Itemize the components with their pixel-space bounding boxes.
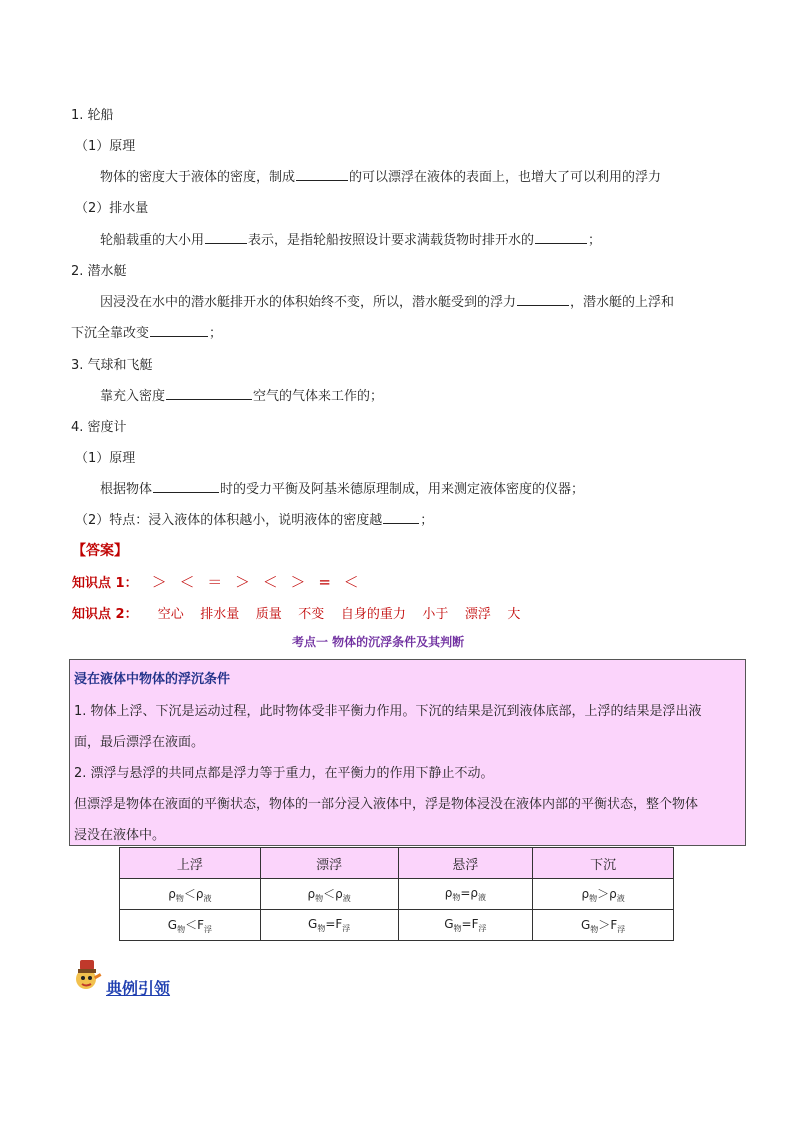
answer-heading: 【答案】 [72, 543, 128, 559]
float-sink-conditions-box [69, 659, 746, 846]
section-1-sub1-text: 物体的密度大于液体的密度，制成 的可以漂浮在液体的表面上，也增大了可以利用的浮力 [100, 166, 661, 185]
section-2-title: 2. 潜水艇 [71, 264, 127, 279]
box-line-4: 但漂浮是物体在液面的平衡状态，物体的一部分浸入液体中，浮是物体浸没在液体内部的平衡状态，整个物体 [74, 797, 699, 812]
answer-k2: 知识点 2： 空心 排水量 质量 不变 自身的重力 小于 漂浮 大 [72, 607, 521, 622]
table-cell: $\rho_物<\rho_液$ [260, 879, 398, 910]
answer-blank [166, 385, 252, 400]
table-cell: $G_物=F_浮$ [260, 910, 398, 941]
box-line-5: 浸没在液体中。 [74, 828, 166, 843]
table-header-row [120, 848, 674, 879]
section-3-title: 3. 气球和飞艇 [71, 358, 153, 373]
table-cell: $\rho_物>\rho_液$ [533, 879, 674, 910]
section-1-sub2-text: 轮船载重的大小用 表示，是指轮船按照设计要求满载货物时排开水的 ； [100, 229, 601, 248]
section-2-text-line1: 因浸没在水中的潜水艇排开水的体积始终不变，所以，潜水艇受到的浮力 ，潜水艇的上浮和 [100, 291, 674, 310]
kaodian-title: 考点一 物体的沉浮条件及其判断 [292, 635, 465, 649]
answer-k1: 知识点 1： ＞ ＜ ＝ ＞ ＜ ＞ = ＜ [72, 573, 359, 591]
section-1-sub2-title: （2）排水量 [75, 201, 149, 216]
section-2-text-line2: 下沉全靠改变 ； [71, 322, 222, 341]
table-cell: $G_物=F_浮$ [398, 910, 533, 941]
answer-blank [150, 322, 208, 337]
table-row-density [120, 879, 674, 910]
table-header-cell: 下沉 [533, 848, 674, 879]
section-4-title: 4. 密度计 [71, 420, 127, 435]
example-lead-link[interactable]: 典例引领 [106, 979, 171, 998]
table-cell: $G_物>F_浮$ [533, 910, 674, 941]
table-row-force [120, 910, 674, 941]
answer-blank [517, 291, 569, 306]
box-line-1: 1. 物体上浮、下沉是运动过程，此时物体受非平衡力作用。下沉的结果是沉到液体底部，上浮的结果是浮出液 [74, 704, 702, 719]
answer-blank [535, 229, 587, 244]
answer-blank [383, 509, 419, 524]
section-4-sub2-text: （2）特点：浸入液体的体积越小，说明液体的密度越 ； [75, 509, 433, 528]
pencil-mascot-icon [72, 957, 102, 991]
section-1-title: 1. 轮船 [71, 108, 114, 123]
box-line-2: 面，最后漂浮在液面。 [74, 735, 205, 750]
table-cell: $G_物<F_浮$ [120, 910, 261, 941]
answer-blank [205, 229, 247, 244]
section-3-text: 靠充入密度 空气的气体来工作的； [100, 385, 383, 404]
answer-blank [296, 166, 348, 181]
answer-blank [153, 478, 219, 493]
box-title: 浸在液体中物体的浮沉条件 [74, 672, 231, 687]
table-header-cell: 漂浮 [260, 848, 398, 879]
section-1-sub1-title: （1）原理 [75, 139, 136, 154]
table-header-cell: 上浮 [120, 848, 261, 879]
section-4-sub1-title: （1）原理 [75, 451, 136, 466]
table-cell: $\rho_物<\rho_液$ [120, 879, 261, 910]
table-header-cell: 悬浮 [398, 848, 533, 879]
box-line-3: 2. 漂浮与悬浮的共同点都是浮力等于重力，在平衡力的作用下静止不动。 [74, 766, 494, 781]
float-sink-table [119, 847, 674, 941]
section-4-sub1-text: 根据物体 时的受力平衡及阿基米德原理制成，用来测定液体密度的仪器； [100, 478, 584, 497]
table-cell: $\rho_物=\rho_液$ [398, 879, 533, 910]
